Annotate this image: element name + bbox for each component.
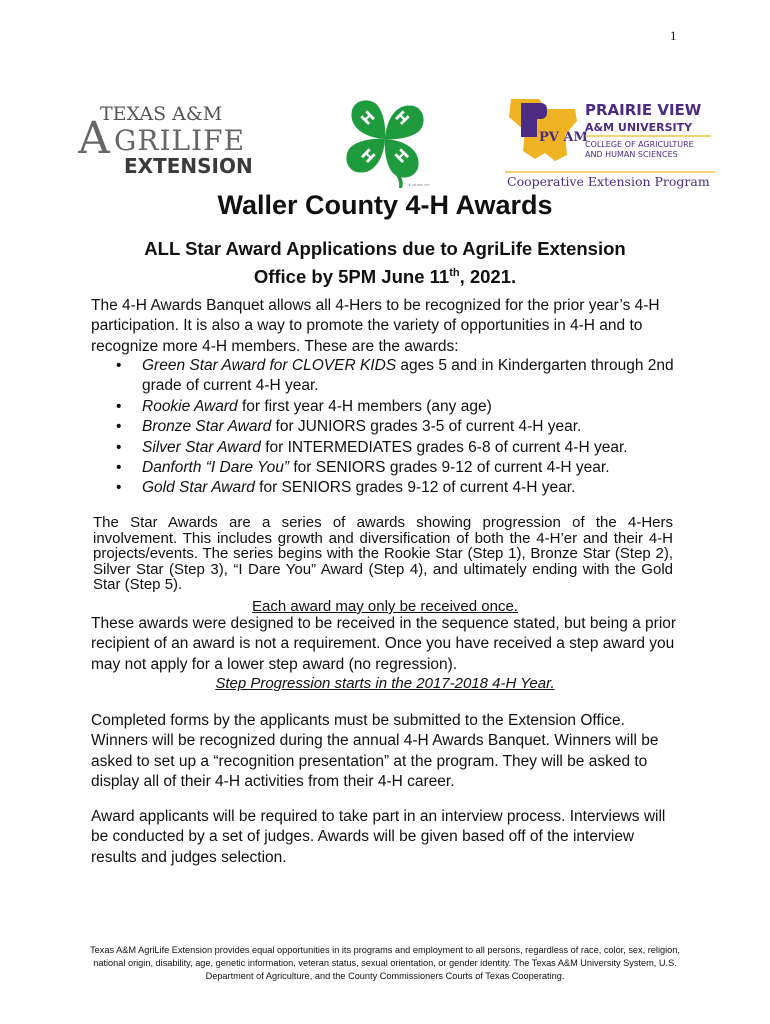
clover-leaf-letter-4: H [357, 145, 379, 167]
pvamu-monogram: PV AM [539, 130, 588, 145]
bullet: • [116, 418, 122, 436]
deadline-date-suffix: th [449, 267, 460, 279]
award-item [116, 397, 691, 417]
bullet: • [116, 438, 122, 456]
pvamu-college-line1: COLLEGE OF AGRICULTURE [585, 140, 694, 149]
four-h-clover-logo [338, 92, 432, 190]
interview-paragraph: Award applicants will be required to take part in an interview process. Interviews will be conducted by a set of judges. Awards will be given based off of the interview results and judges selection. [91, 808, 666, 866]
award-item [116, 417, 691, 437]
submission-paragraph: Completed forms by the applicants must be submitted to the Extension Office. Winners will be recognized during the annual 4-H Awards Banquet. Winners will be asked to set up a “recognition presentation” at the program. They will be asked to display all of their 4-H activities from their 4-H career. [91, 712, 659, 791]
agrilife-extension-logo [78, 100, 274, 180]
bullet: • [116, 479, 122, 497]
award-name: Bronze Star Award [142, 418, 272, 436]
equal-opportunity-footer: Texas A&M AgriLife Extension provides equal opportunities in its programs and employment to all persons, regardless of race, color, sex, religion, national origin, disability, age, genetic information, veteran status, sexual orientation, or gender identity. The Texas A&M University System, U.S. Department of Agriculture, and the County Commissioners Courts of Texas Cooperating. [90, 945, 680, 981]
award-description: ages 5 and in Kindergarten through 2nd grade of current 4-H year. [142, 357, 674, 395]
clover-leaf-letter-1: H [357, 107, 379, 129]
step-progression-note: Step Progression starts in the 2017-2018 4-H Year. [215, 675, 555, 692]
clover-leaf-letter-3: H [391, 145, 413, 167]
bullet: • [116, 397, 122, 415]
award-name: Gold Star Award [142, 479, 255, 497]
award-name: Rookie Award [142, 397, 238, 415]
pvamu-program-name: Cooperative Extension Program [507, 174, 710, 189]
pvamu-name-line1: PRAIRIE VIEW [585, 101, 702, 119]
once-only-note: Each award may only be received once. [252, 598, 518, 615]
prairie-view-am-logo [505, 95, 720, 191]
star-awards-paragraph: The Star Awards are a series of awards showing progression of the 4-Hers involvement. This includes growth and diversification of both the 4-H’er and their 4-H projects/events. The series begins with the Rookie Star (Step 1), Bronze Star (Step 2), Silver Star (Step 3), “I Dare You” Award (Step 4), and ultimately ending with the Gold Star (Step 5). [93, 514, 673, 593]
pvamu-name-line2: A&M UNIVERSITY [585, 121, 693, 134]
award-description: for SENIORS grades 9-12 of current 4-H year. [254, 479, 576, 497]
agrilife-logo-line3: EXTENSION [124, 154, 253, 178]
deadline-line2-end: , 2021. [459, 266, 517, 288]
agrilife-logo-line2: GRILIFE [114, 124, 246, 157]
agrilife-logo-initial: A [78, 113, 110, 164]
agrilife-logo-line1: TEXAS A&M [100, 103, 223, 125]
award-description: for JUNIORS grades 3-5 of current 4-H year. [271, 418, 582, 436]
sequence-paragraph: These awards were designed to be received in the sequence stated, but being a prior recipient of an award is not a requirement. Once you have received a step award you may not apply for a lower step award (no regression). [91, 615, 677, 673]
deadline-subtitle [0, 237, 770, 289]
page-title: Waller County 4-H Awards [217, 190, 553, 220]
pvamu-college-line2: AND HUMAN SCIENCES [585, 150, 678, 159]
intro-paragraph: The 4-H Awards Banquet allows all 4-Hers to be recognized for the prior year’s 4-H participation. It is also a way to promote the variety of opportunities in 4-H and to recognize more 4-H members. These are the awards: [91, 297, 660, 355]
award-description: for first year 4-H members (any age) [237, 397, 492, 415]
award-item [116, 478, 691, 498]
clover-leaf-letter-2: H [391, 107, 413, 129]
deadline-line2 [0, 261, 770, 289]
four-h-emblem-note: ® 18 USC 707 [408, 183, 430, 187]
award-name: Danforth “I Dare You” [142, 459, 290, 477]
award-item [116, 438, 691, 458]
award-name: Silver Star Award [142, 438, 261, 456]
deadline-line2-text: Office by 5PM June 11 [253, 266, 450, 288]
award-item [116, 356, 691, 397]
award-item [116, 458, 691, 478]
bullet: • [116, 357, 122, 374]
page-number: 1 [670, 28, 677, 43]
award-name: Green Star Award for CLOVER KIDS [142, 357, 397, 374]
awards-list [116, 356, 691, 499]
award-description: for INTERMEDIATES grades 6-8 of current 4-H year. [260, 438, 628, 456]
deadline-line1: ALL Star Award Applications due to AgriLife Extension [144, 238, 626, 259]
award-description: for SENIORS grades 9-12 of current 4-H year. [289, 459, 610, 477]
bullet: • [116, 459, 122, 477]
